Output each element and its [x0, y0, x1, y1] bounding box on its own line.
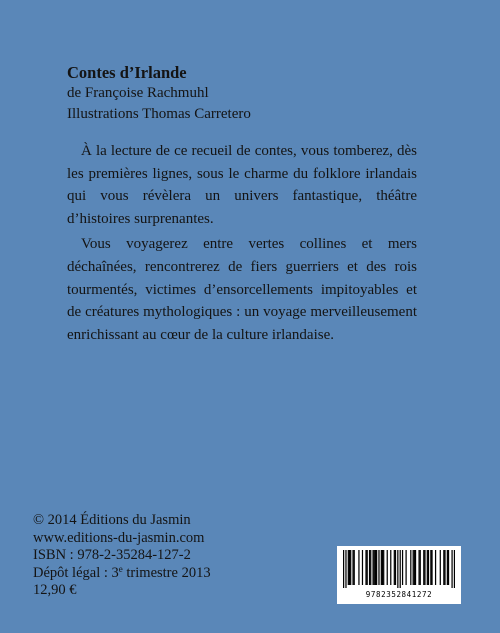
blurb-paragraph-1: À la lecture de ce recueil de contes, vous tomberez, dès les premières lignes, sous le charme du folklore irlandais qui vous révèlera un univers fantastique, théâtre d’histoires surprenantes. — [67, 143, 417, 227]
barcode-bar — [358, 550, 359, 585]
barcode-bar — [370, 550, 371, 585]
barcode-bar — [427, 550, 428, 585]
title-block — [67, 62, 447, 125]
barcode-number: 9782352841272 — [365, 590, 433, 599]
barcode-bar — [381, 550, 382, 585]
barcode-bar — [428, 550, 429, 585]
barcode-bar — [387, 550, 388, 585]
barcode-bar — [378, 550, 379, 585]
barcode-bar — [348, 550, 349, 585]
website-line: www.editions-du-jasmin.com — [33, 529, 205, 546]
barcode-bar — [345, 550, 346, 588]
barcode-bar — [414, 550, 415, 585]
barcode-bar — [376, 550, 377, 585]
barcode-bar — [354, 550, 355, 585]
isbn-line: ISBN : 978-2-35284-127-2 — [33, 547, 191, 564]
barcode-bar — [448, 550, 449, 585]
legal-deposit-line — [33, 565, 211, 583]
barcode-bar — [447, 550, 448, 585]
barcode — [337, 546, 461, 604]
barcode-bar — [375, 550, 376, 585]
copyright-line: © 2014 Éditions du Jasmin — [33, 512, 191, 528]
barcode-bar — [402, 550, 403, 585]
barcode-bar — [372, 550, 373, 585]
barcode-bar — [383, 550, 384, 585]
legal-deposit-prefix: Dépôt légal : 3 — [33, 564, 119, 581]
legal-deposit-superscript: e — [118, 563, 123, 574]
barcode-bar — [350, 550, 351, 585]
barcode-bar — [397, 550, 398, 588]
barcode-bar — [423, 550, 424, 585]
legal-deposit-suffix: trimestre 2013 — [122, 564, 211, 581]
barcode-bar — [405, 550, 406, 585]
barcode-bar — [394, 550, 395, 585]
barcode-bar — [367, 550, 368, 585]
barcode-bar — [435, 550, 436, 585]
barcode-bar — [454, 550, 455, 588]
barcode-bar — [369, 550, 370, 585]
illustrator-line: Illustrations Thomas Carretero — [67, 106, 251, 122]
barcode-bar — [352, 550, 353, 585]
barcode-bar — [431, 550, 432, 585]
barcode-bars — [343, 550, 455, 588]
book-title: Contes d’Irlande — [67, 63, 187, 82]
barcode-bar — [395, 550, 396, 585]
author-line: de Françoise Rachmuhl — [67, 85, 209, 101]
barcode-bar — [451, 550, 452, 588]
barcode-bar — [444, 550, 445, 585]
blurb-paragraph-2: Vous voyagerez entre vertes collines et mers déchaînées, rencontrerez de fiers guerriers et des rois tourmentés, victimes d’ensorcellements impitoyables et de créatures mythologiques : un voyage merveilleusement enrichissant au cœur de la culture irlandaise. — [67, 236, 417, 343]
barcode-bar — [349, 550, 350, 585]
barcode-bar — [400, 550, 401, 588]
barcode-bar — [343, 550, 344, 588]
barcode-bar — [443, 550, 444, 585]
barcode-bar — [418, 550, 419, 585]
blurb-text — [67, 140, 417, 346]
barcode-bar — [415, 550, 416, 585]
barcode-bar — [440, 550, 441, 585]
barcode-bar — [430, 550, 431, 585]
barcode-bar — [420, 550, 421, 585]
barcode-bar — [424, 550, 425, 585]
price-line: 12,90 € — [33, 582, 77, 599]
colophon — [33, 512, 211, 600]
barcode-bar — [390, 550, 391, 585]
barcode-bar — [374, 550, 375, 585]
barcode-bar — [365, 550, 366, 585]
barcode-bar — [413, 550, 414, 585]
barcode-bar — [362, 550, 363, 585]
barcode-bar — [410, 550, 411, 585]
barcode-bar — [382, 550, 383, 585]
